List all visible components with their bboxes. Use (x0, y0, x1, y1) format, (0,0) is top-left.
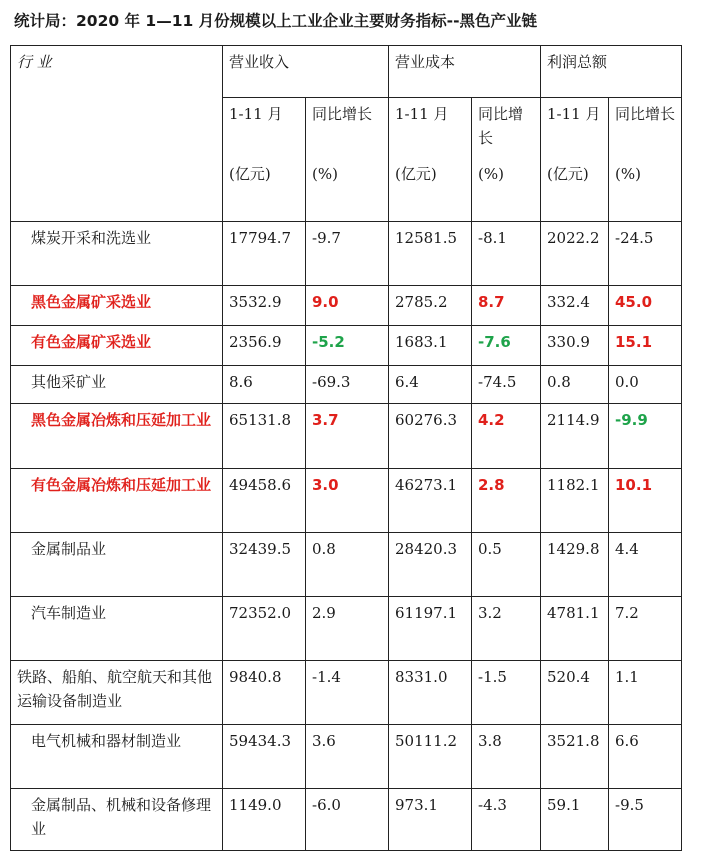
row-revenue: 72352.0 (223, 597, 306, 661)
header-profit-period: 1-11 月 (541, 98, 609, 158)
unit-rev-pct: (%) (306, 158, 389, 222)
table-row (11, 661, 682, 725)
row-industry: 有色金属冶炼和压延加工业 (11, 469, 223, 533)
table-row (11, 286, 682, 326)
header-industry: 行 业 (11, 46, 223, 222)
header-cost-period: 1-11 月 (389, 98, 472, 158)
row-revenue-yoy: -69.3 (306, 366, 389, 404)
table-row (11, 222, 682, 286)
row-revenue-yoy: 3.6 (306, 725, 389, 789)
row-industry: 黑色金属矿采选业 (11, 286, 223, 326)
header-profit: 利润总额 (541, 46, 682, 98)
row-cost: 973.1 (389, 789, 472, 851)
row-profit-yoy: 45.0 (609, 286, 682, 326)
row-cost-yoy: 3.2 (472, 597, 541, 661)
unit-rev: (亿元) (223, 158, 306, 222)
row-industry: 煤炭开采和洗选业 (11, 222, 223, 286)
unit-profit: (亿元) (541, 158, 609, 222)
table-row (11, 326, 682, 366)
row-cost-yoy: -4.3 (472, 789, 541, 851)
row-cost: 46273.1 (389, 469, 472, 533)
row-profit-yoy: 1.1 (609, 661, 682, 725)
row-cost-yoy: -8.1 (472, 222, 541, 286)
row-profit: 330.9 (541, 326, 609, 366)
row-cost: 50111.2 (389, 725, 472, 789)
row-revenue-yoy: 2.9 (306, 597, 389, 661)
row-cost: 60276.3 (389, 404, 472, 469)
table-row (11, 404, 682, 469)
row-revenue: 1149.0 (223, 789, 306, 851)
row-profit-yoy: -24.5 (609, 222, 682, 286)
row-profit: 1429.8 (541, 533, 609, 597)
row-industry: 有色金属矿采选业 (11, 326, 223, 366)
table-row (11, 789, 682, 851)
row-revenue-yoy: -1.4 (306, 661, 389, 725)
row-cost: 8331.0 (389, 661, 472, 725)
table-row (11, 597, 682, 661)
row-profit-yoy: 10.1 (609, 469, 682, 533)
unit-profit-pct: (%) (609, 158, 682, 222)
row-profit-yoy: 7.2 (609, 597, 682, 661)
row-industry: 铁路、船舶、航空航天和其他运输设备制造业 (11, 661, 223, 725)
row-profit: 0.8 (541, 366, 609, 404)
row-cost-yoy: 2.8 (472, 469, 541, 533)
table-row (11, 366, 682, 404)
row-profit-yoy: 0.0 (609, 366, 682, 404)
row-revenue-yoy: 9.0 (306, 286, 389, 326)
row-profit: 2022.2 (541, 222, 609, 286)
document-title: 统计局：2020 年 1—11 月份规模以上工业企业主要财务指标--黑色产业链 (14, 12, 538, 30)
row-revenue-yoy: 3.0 (306, 469, 389, 533)
row-cost: 61197.1 (389, 597, 472, 661)
row-cost-yoy: -1.5 (472, 661, 541, 725)
row-cost-yoy: 3.8 (472, 725, 541, 789)
row-cost-yoy: 4.2 (472, 404, 541, 469)
row-industry: 其他采矿业 (11, 366, 223, 404)
row-cost-yoy: -74.5 (472, 366, 541, 404)
row-cost: 1683.1 (389, 326, 472, 366)
row-industry: 黑色金属冶炼和压延加工业 (11, 404, 223, 469)
row-cost-yoy: -7.6 (472, 326, 541, 366)
row-industry: 金属制品业 (11, 533, 223, 597)
row-cost: 12581.5 (389, 222, 472, 286)
row-cost: 2785.2 (389, 286, 472, 326)
row-industry: 金属制品、机械和设备修理业 (11, 789, 223, 851)
row-profit-yoy: 6.6 (609, 725, 682, 789)
row-industry: 汽车制造业 (11, 597, 223, 661)
row-profit: 520.4 (541, 661, 609, 725)
row-revenue-yoy: -9.7 (306, 222, 389, 286)
row-revenue: 59434.3 (223, 725, 306, 789)
row-profit: 332.4 (541, 286, 609, 326)
row-profit-yoy: -9.5 (609, 789, 682, 851)
row-revenue: 2356.9 (223, 326, 306, 366)
row-cost-yoy: 0.5 (472, 533, 541, 597)
table-row (11, 469, 682, 533)
row-profit-yoy: -9.9 (609, 404, 682, 469)
row-cost: 28420.3 (389, 533, 472, 597)
row-revenue-yoy: -6.0 (306, 789, 389, 851)
header-rev-yoy: 同比增长 (306, 98, 389, 158)
row-profit-yoy: 15.1 (609, 326, 682, 366)
table-row (11, 725, 682, 789)
row-profit: 3521.8 (541, 725, 609, 789)
unit-cost-pct: (%) (472, 158, 541, 222)
header-cost-yoy: 同比增长 (472, 98, 541, 158)
header-cost: 营业成本 (389, 46, 541, 98)
row-revenue: 9840.8 (223, 661, 306, 725)
row-profit-yoy: 4.4 (609, 533, 682, 597)
row-revenue: 32439.5 (223, 533, 306, 597)
row-profit: 2114.9 (541, 404, 609, 469)
row-cost-yoy: 8.7 (472, 286, 541, 326)
row-revenue-yoy: -5.2 (306, 326, 389, 366)
row-revenue: 3532.9 (223, 286, 306, 326)
row-profit: 4781.1 (541, 597, 609, 661)
row-cost: 6.4 (389, 366, 472, 404)
financial-indicators-table (10, 45, 682, 851)
row-revenue: 8.6 (223, 366, 306, 404)
row-revenue: 17794.7 (223, 222, 306, 286)
row-profit: 1182.1 (541, 469, 609, 533)
header-revenue: 营业收入 (223, 46, 389, 98)
table-row (11, 533, 682, 597)
row-revenue-yoy: 0.8 (306, 533, 389, 597)
row-revenue: 49458.6 (223, 469, 306, 533)
header-profit-yoy: 同比增长 (609, 98, 682, 158)
row-industry: 电气机械和器材制造业 (11, 725, 223, 789)
row-profit: 59.1 (541, 789, 609, 851)
header-rev-period: 1-11 月 (223, 98, 306, 158)
row-revenue: 65131.8 (223, 404, 306, 469)
unit-cost: (亿元) (389, 158, 472, 222)
row-revenue-yoy: 3.7 (306, 404, 389, 469)
